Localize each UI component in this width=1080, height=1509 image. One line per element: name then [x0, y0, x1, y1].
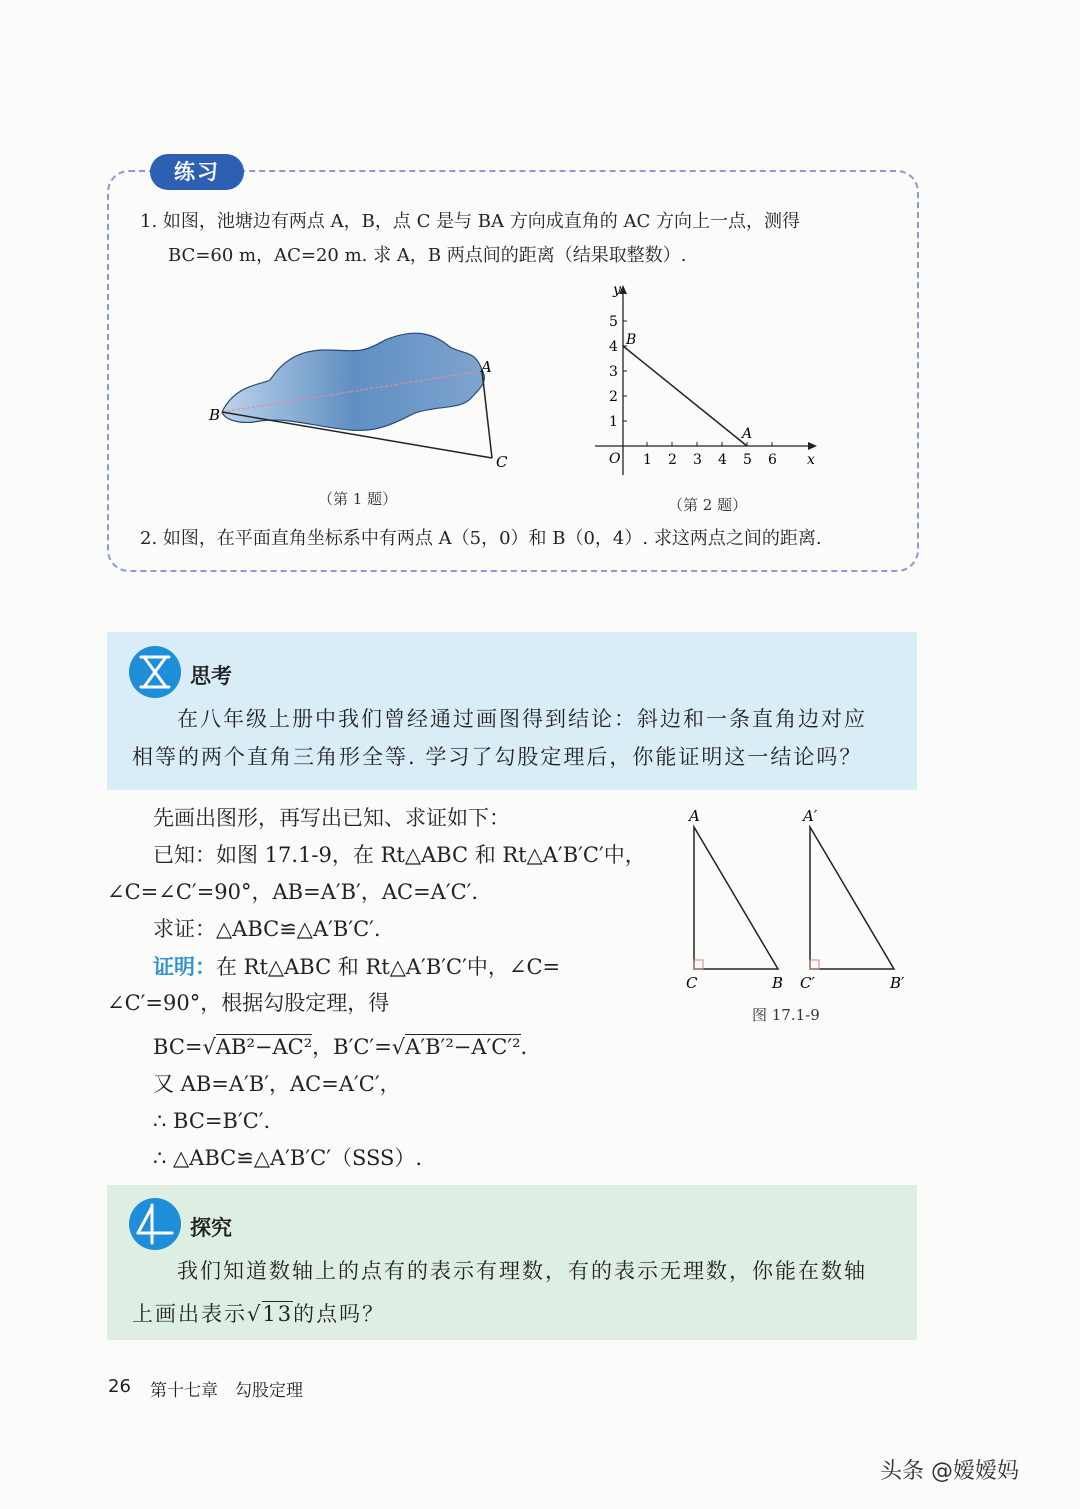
y-tick-2: 2 — [609, 389, 618, 405]
x-tick-6: 6 — [768, 452, 777, 468]
x-tick-2: 2 — [668, 452, 677, 468]
proof-line4: 求证：△ABC≌△A′B′C′. — [153, 917, 381, 941]
label-point-b: B — [626, 332, 637, 348]
proof-line3: ∠C=∠C′=90°，AB=A′B′，AC=A′C′. — [107, 880, 479, 904]
proof-line5-text: 在 Rt△ABC 和 Rt△A′B′C′中，∠C= — [216, 955, 561, 979]
proof-line7-c: . — [520, 1035, 528, 1059]
proof-line7 — [153, 1029, 527, 1066]
exercise-q2: 2. 如图，在平面直角坐标系中有两点 A（5，0）和 B（0，4）. 求这两点之间的距离. — [140, 528, 822, 549]
explore-line2 — [132, 1295, 385, 1333]
explore-line1: 我们知道数轴上的点有的表示有理数，有的表示无理数，你能在数轴 — [177, 1259, 867, 1283]
think-line2: 相等的两个直角三角形全等. 学习了勾股定理后，你能证明这一结论吗？ — [132, 745, 863, 769]
radicand-2: A′B′²−A′C′² — [405, 1035, 521, 1059]
label-tri-b: B — [772, 974, 784, 992]
explore-line2-a: 上画出表示 — [132, 1302, 247, 1326]
congruent-triangles-figure — [680, 800, 920, 1000]
exercise-q1-line2: BC=60 m，AC=20 m. 求 A，B 两点间的距离（结果取整数）. — [168, 245, 687, 266]
think-icon — [128, 645, 182, 699]
think-line1: 在八年级上册中我们曾经通过画图得到结论：斜边和一条直角边对应 — [177, 707, 867, 731]
think-title: 思考 — [190, 664, 232, 688]
label-b: B — [209, 406, 221, 424]
radicand-1: AB²−AC² — [215, 1035, 313, 1059]
exercise-q1-line1: 1. 如图，池塘边有两点 A，B，点 C 是与 BA 方向成直角的 AC 方向上一点，测得 — [140, 211, 800, 232]
proof-line8: 又 AB=A′B′，AC=A′C′， — [153, 1072, 401, 1096]
label-origin: O — [609, 451, 621, 467]
pond-shape — [222, 333, 484, 430]
y-tick-3: 3 — [609, 364, 618, 380]
pond-figure — [200, 325, 530, 475]
proof-line10: ∴ △ABC≌△A′B′C′（SSS）. — [153, 1146, 423, 1170]
explore-line2-b: 的点吗？ — [293, 1302, 386, 1326]
label-a: A — [481, 358, 492, 376]
watermark: 头条 @嫒嫒妈 — [880, 1459, 1019, 1484]
page-number: 26 — [108, 1376, 131, 1397]
proof-line2: 已知：如图 17.1-9，在 Rt△ABC 和 Rt△A′B′C′中， — [153, 843, 646, 867]
right-angle-c2 — [810, 960, 819, 969]
label-tri-b2: B′ — [890, 974, 905, 992]
label-point-a: A — [742, 426, 753, 442]
sqrt-sign-3: √ — [247, 1302, 263, 1326]
triangle-abc — [694, 827, 778, 969]
x-tick-1: 1 — [643, 452, 652, 468]
coordinate-figure — [585, 280, 830, 480]
label-tri-a2: A′ — [803, 807, 818, 825]
label-tri-a: A — [689, 807, 700, 825]
label-y: y — [613, 282, 621, 298]
x-tick-4: 4 — [718, 452, 727, 468]
proof-line9: ∴ BC=B′C′. — [153, 1109, 271, 1133]
label-tri-c2: C′ — [800, 974, 815, 992]
proof-line7-b: ，B′C′= — [312, 1035, 392, 1059]
fig2-caption: （第 2 题） — [668, 496, 748, 514]
label-tri-c: C — [686, 974, 698, 992]
triangle-a2b2c2 — [810, 827, 894, 969]
proof-label: 证明： — [153, 954, 216, 979]
explore-title: 探究 — [190, 1216, 232, 1240]
proof-line1: 先画出图形，再写出已知、求证如下： — [153, 806, 510, 830]
proof-line6: ∠C′=90°，根据勾股定理，得 — [107, 991, 390, 1015]
x-tick-5: 5 — [743, 452, 752, 468]
figure-17-1-9-caption: 图 17.1-9 — [752, 1006, 820, 1024]
x-tick-3: 3 — [693, 452, 702, 468]
proof-line5 — [153, 948, 560, 986]
y-tick-4: 4 — [609, 339, 618, 355]
x-axis-arrow — [808, 442, 817, 450]
radicand-13: 13 — [262, 1302, 294, 1326]
segment-ab — [623, 346, 747, 446]
proof-line7-a: BC= — [153, 1035, 203, 1059]
sqrt-sign-2: √ — [391, 1035, 406, 1059]
label-c: C — [496, 453, 508, 471]
label-x: x — [807, 452, 815, 468]
segment-ac — [482, 371, 492, 458]
fig1-caption: （第 1 题） — [318, 490, 398, 508]
sqrt-sign-1: √ — [202, 1035, 216, 1059]
y-tick-5: 5 — [609, 314, 618, 330]
chapter-title: 第十七章 勾股定理 — [150, 1381, 303, 1401]
explore-icon — [128, 1197, 182, 1251]
right-angle-c — [694, 960, 703, 969]
exercise-tag: 练习 — [150, 154, 244, 190]
y-tick-1: 1 — [609, 414, 618, 430]
